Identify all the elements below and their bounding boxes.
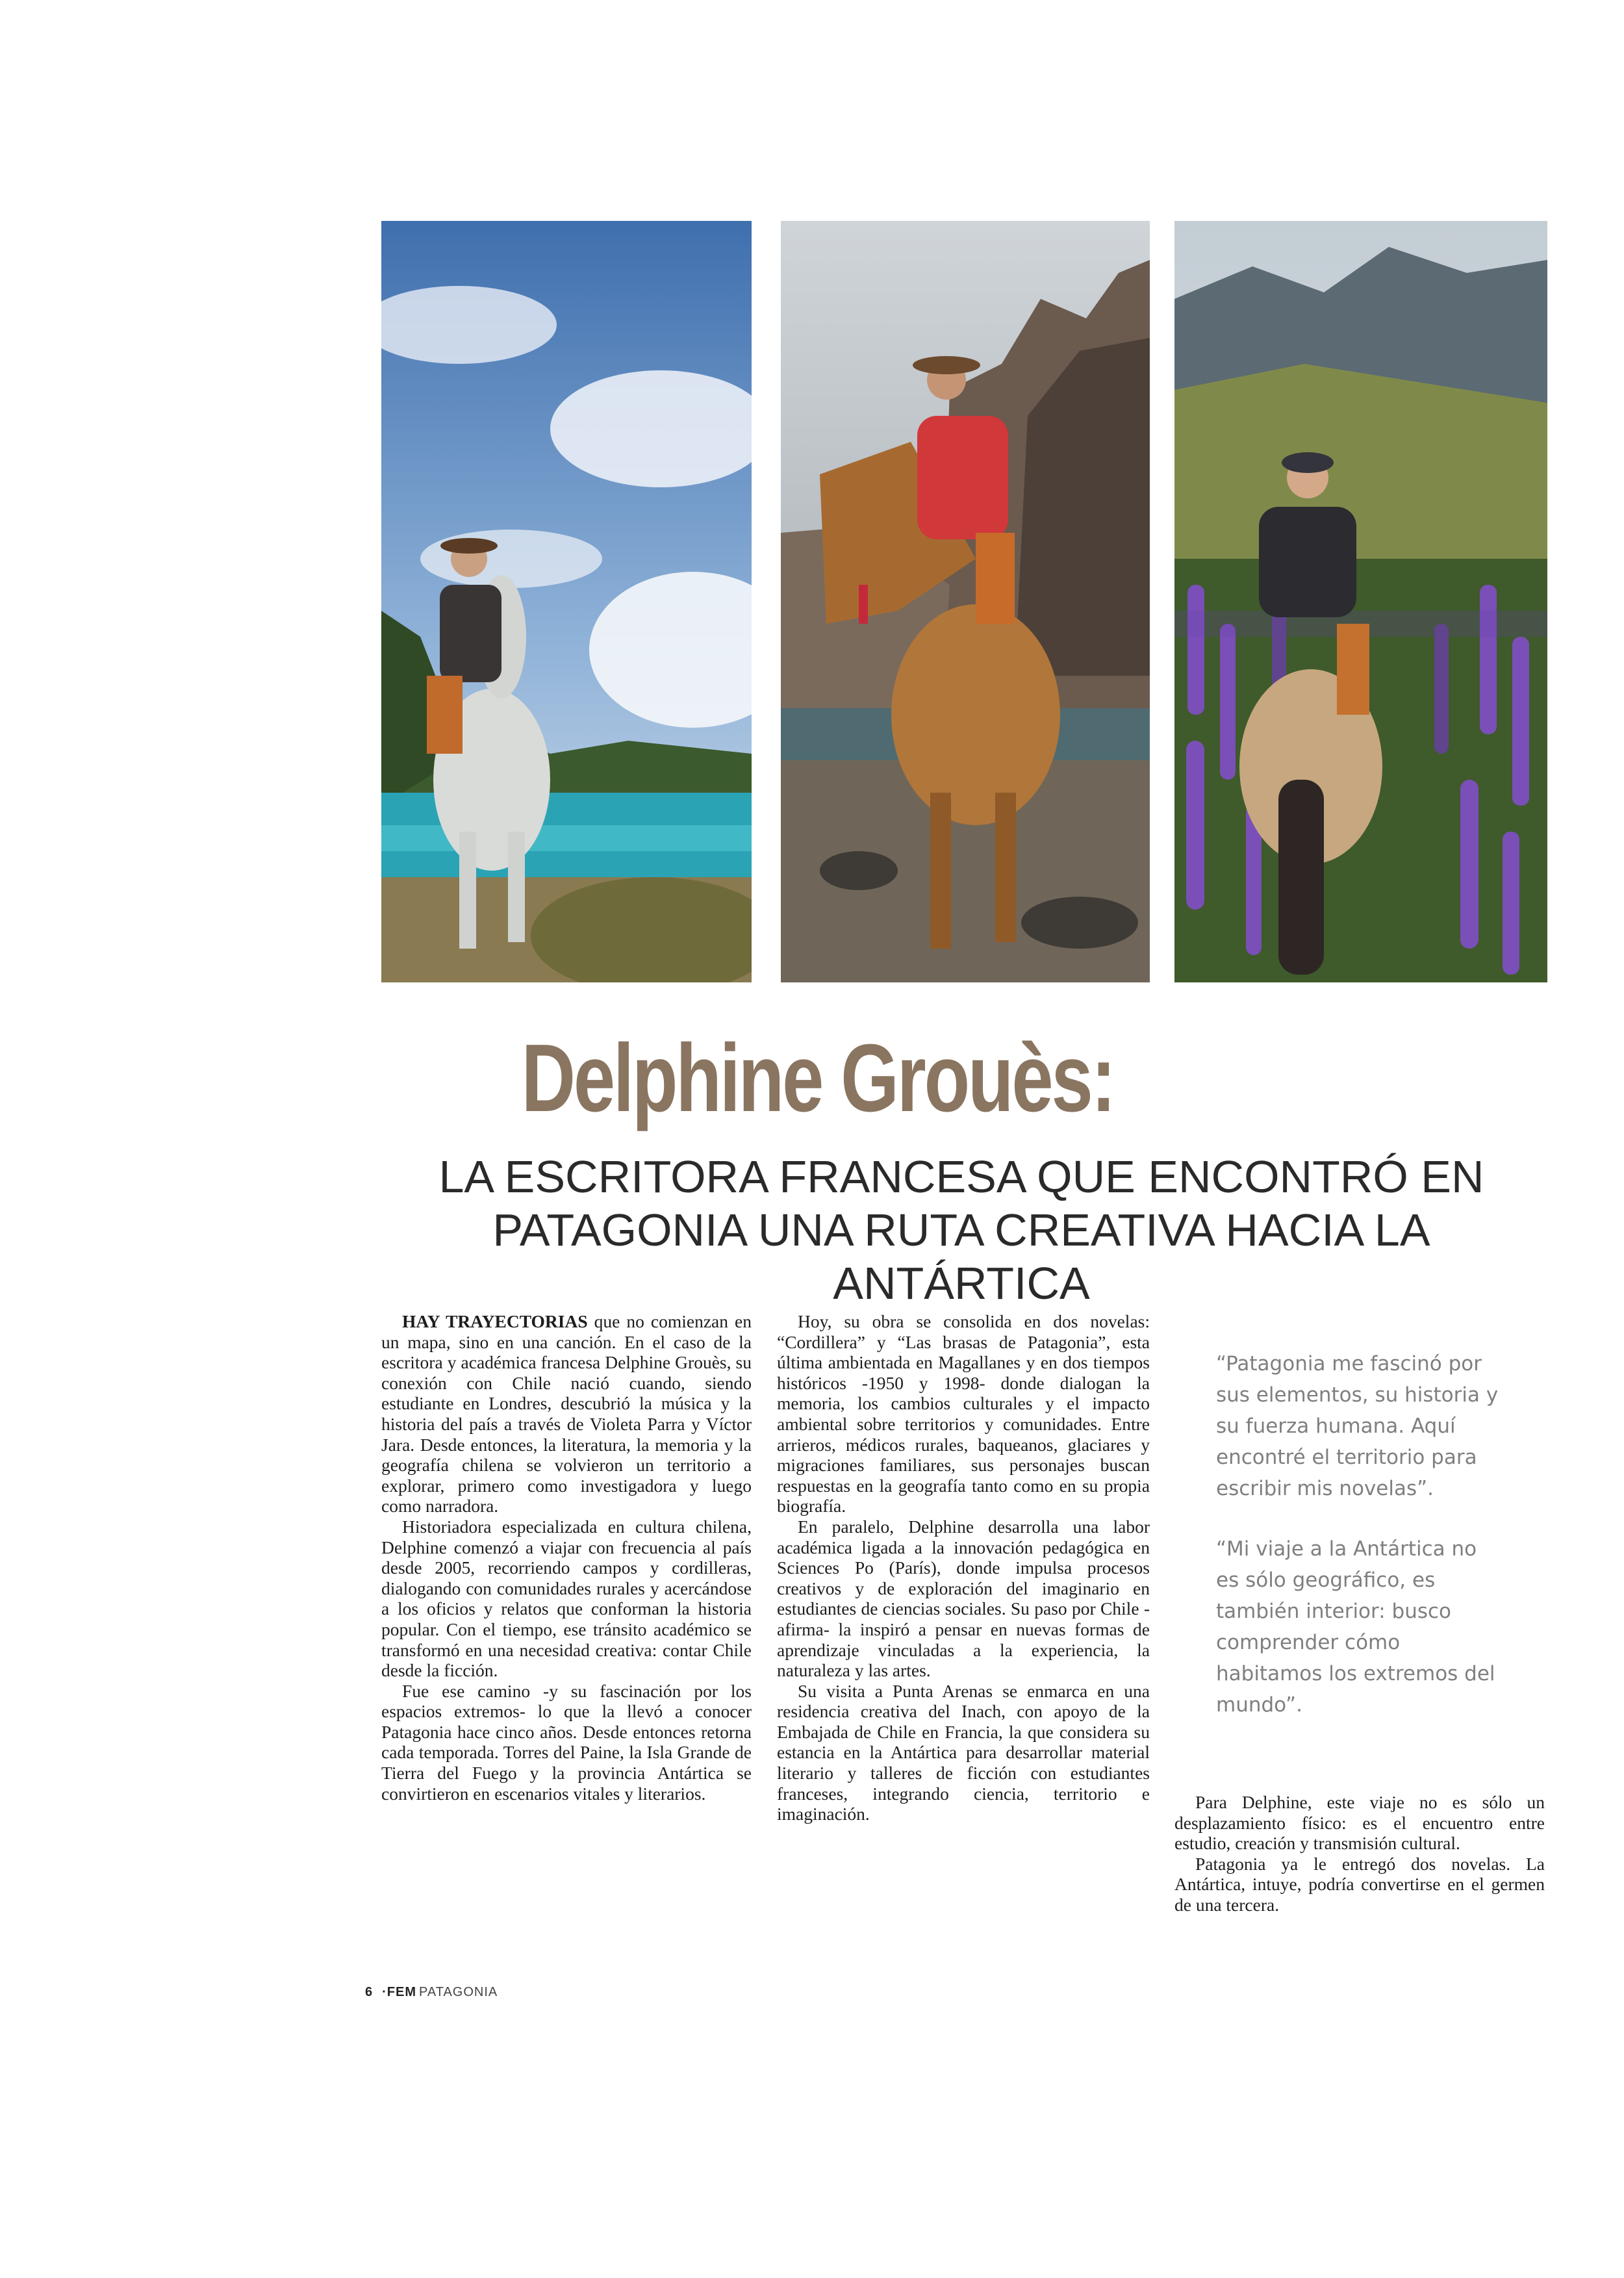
paragraph: Fue ese camino -y su fascinación por los espacios extremos- lo que la llevó a conocer Patagonia hace cinco años. Desde entonces retorna cada temporada. Torres del Paine, la Isla Grande de Tierra del Fuego y la provincia Antártica se convirtieron en escenarios vitales y literarios. [381, 1680, 752, 1804]
lead-in: HAY TRAYECTORIAS [402, 1311, 588, 1331]
article-column-2 [777, 1311, 1150, 1824]
pull-quote: “Mi viaje a la Antártica no es sólo geográfico, es también interior: busco comprender cómo habitamos los extremos del mundo”. [1216, 1537, 1495, 1717]
subtitle-line: LA ESCRITORA FRANCESA QUE ENCONTRÓ EN [438, 1151, 1484, 1202]
page-number: 6 [365, 1985, 374, 1999]
paragraph: Patagonia ya le entregó dos novelas. La Antártica, intuye, podría convertirse en el germen de una tercera. [1174, 1853, 1545, 1915]
paragraph [381, 1311, 752, 1517]
pull-quote: “Patagonia me fascinó por sus elementos, su historia y su fuerza humana. Aquí encontré el territorio para escribir mis novelas”. [1216, 1352, 1499, 1500]
paragraph: En paralelo, Delphine desarrolla una labor académica ligada a la innovación pedagógica en Sciences Po (París), donde impulsa procesos creativos y de exploración del imaginario en estudiantes de ciencias sociales. Su paso por Chile -afirma- la inspiró a pensar en nuevas formas de aprendizaje vinculadas a la experiencia, la naturaleza y las artes. [777, 1516, 1150, 1681]
paragraph-text: que no comienzan en un mapa, sino en una canción. En el caso de la escritora y académica francesa Delphine Grouès, su conexión con Chile nació cuando, siendo estudiante en Londres, descubrió la música y la historia del país a través de Violeta Parra y Víctor Jara. Desde entonces, la literatura, la memoria y la geografía chilena se volvieron un territorio a explorar, primero como investigadora y luego como narradora. [381, 1311, 752, 1517]
article-column-3 [1174, 1792, 1545, 1915]
article-subtitle [364, 1150, 1559, 1310]
article-column-1 [381, 1311, 752, 1804]
photo-lupine-field-horse [1174, 221, 1547, 982]
article-title: Delphine Grouès: [521, 1025, 1114, 1132]
photo-white-horse-lake [381, 221, 752, 982]
paragraph: Historiadora especializada en cultura chilena, Delphine comenzó a viajar con frecuencia al país desde 2005, recorriendo campos y cordilleras, dialogando con comunidades rurales y acercándose a los oficios y relatos que conforman la historia popular. Con el tiempo, ese tránsito académico se transformó en una necesidad creativa: contar Chile desde la ficción. [381, 1516, 752, 1681]
paragraph: Su visita a Punta Arenas se enmarca en una residencia creativa del Inach, con apoyo de la Embajada de Chile en Francia, la que considera su estancia en la Antártica para desarrollar material literario y talleres de ficción con estudiantes franceses, integrando ciencia, territorio e imaginación. [777, 1680, 1150, 1824]
photo-buckskin-horse-rocks [781, 221, 1150, 982]
page-footer [365, 1985, 498, 2000]
magazine-brand: ·FEM [382, 1985, 417, 1999]
subtitle-line: PATAGONIA UNA RUTA CREATIVA HACIA LA ANTÁRTICA [492, 1205, 1430, 1309]
paragraph: Para Delphine, este viaje no es sólo un desplazamiento físico: es el encuentro entre estudio, creación y transmisión cultural. [1174, 1792, 1545, 1854]
magazine-section: PATAGONIA [419, 1985, 498, 1999]
paragraph: Hoy, su obra se consolida en dos novelas: “Cordillera” y “Las brasas de Patagonia”, esta última ambientada en Magallanes y en dos tiempos históricos -1950 y 1998- donde dialogan la memoria, los cambios culturales y el impacto ambiental sobre territorios y comunidades. Entre arrieros, médicos rurales, baqueanos, glaciares y migraciones familiares, sus personajes buscan respuestas en la geografía tanto como en su propia biografía. [777, 1311, 1150, 1517]
